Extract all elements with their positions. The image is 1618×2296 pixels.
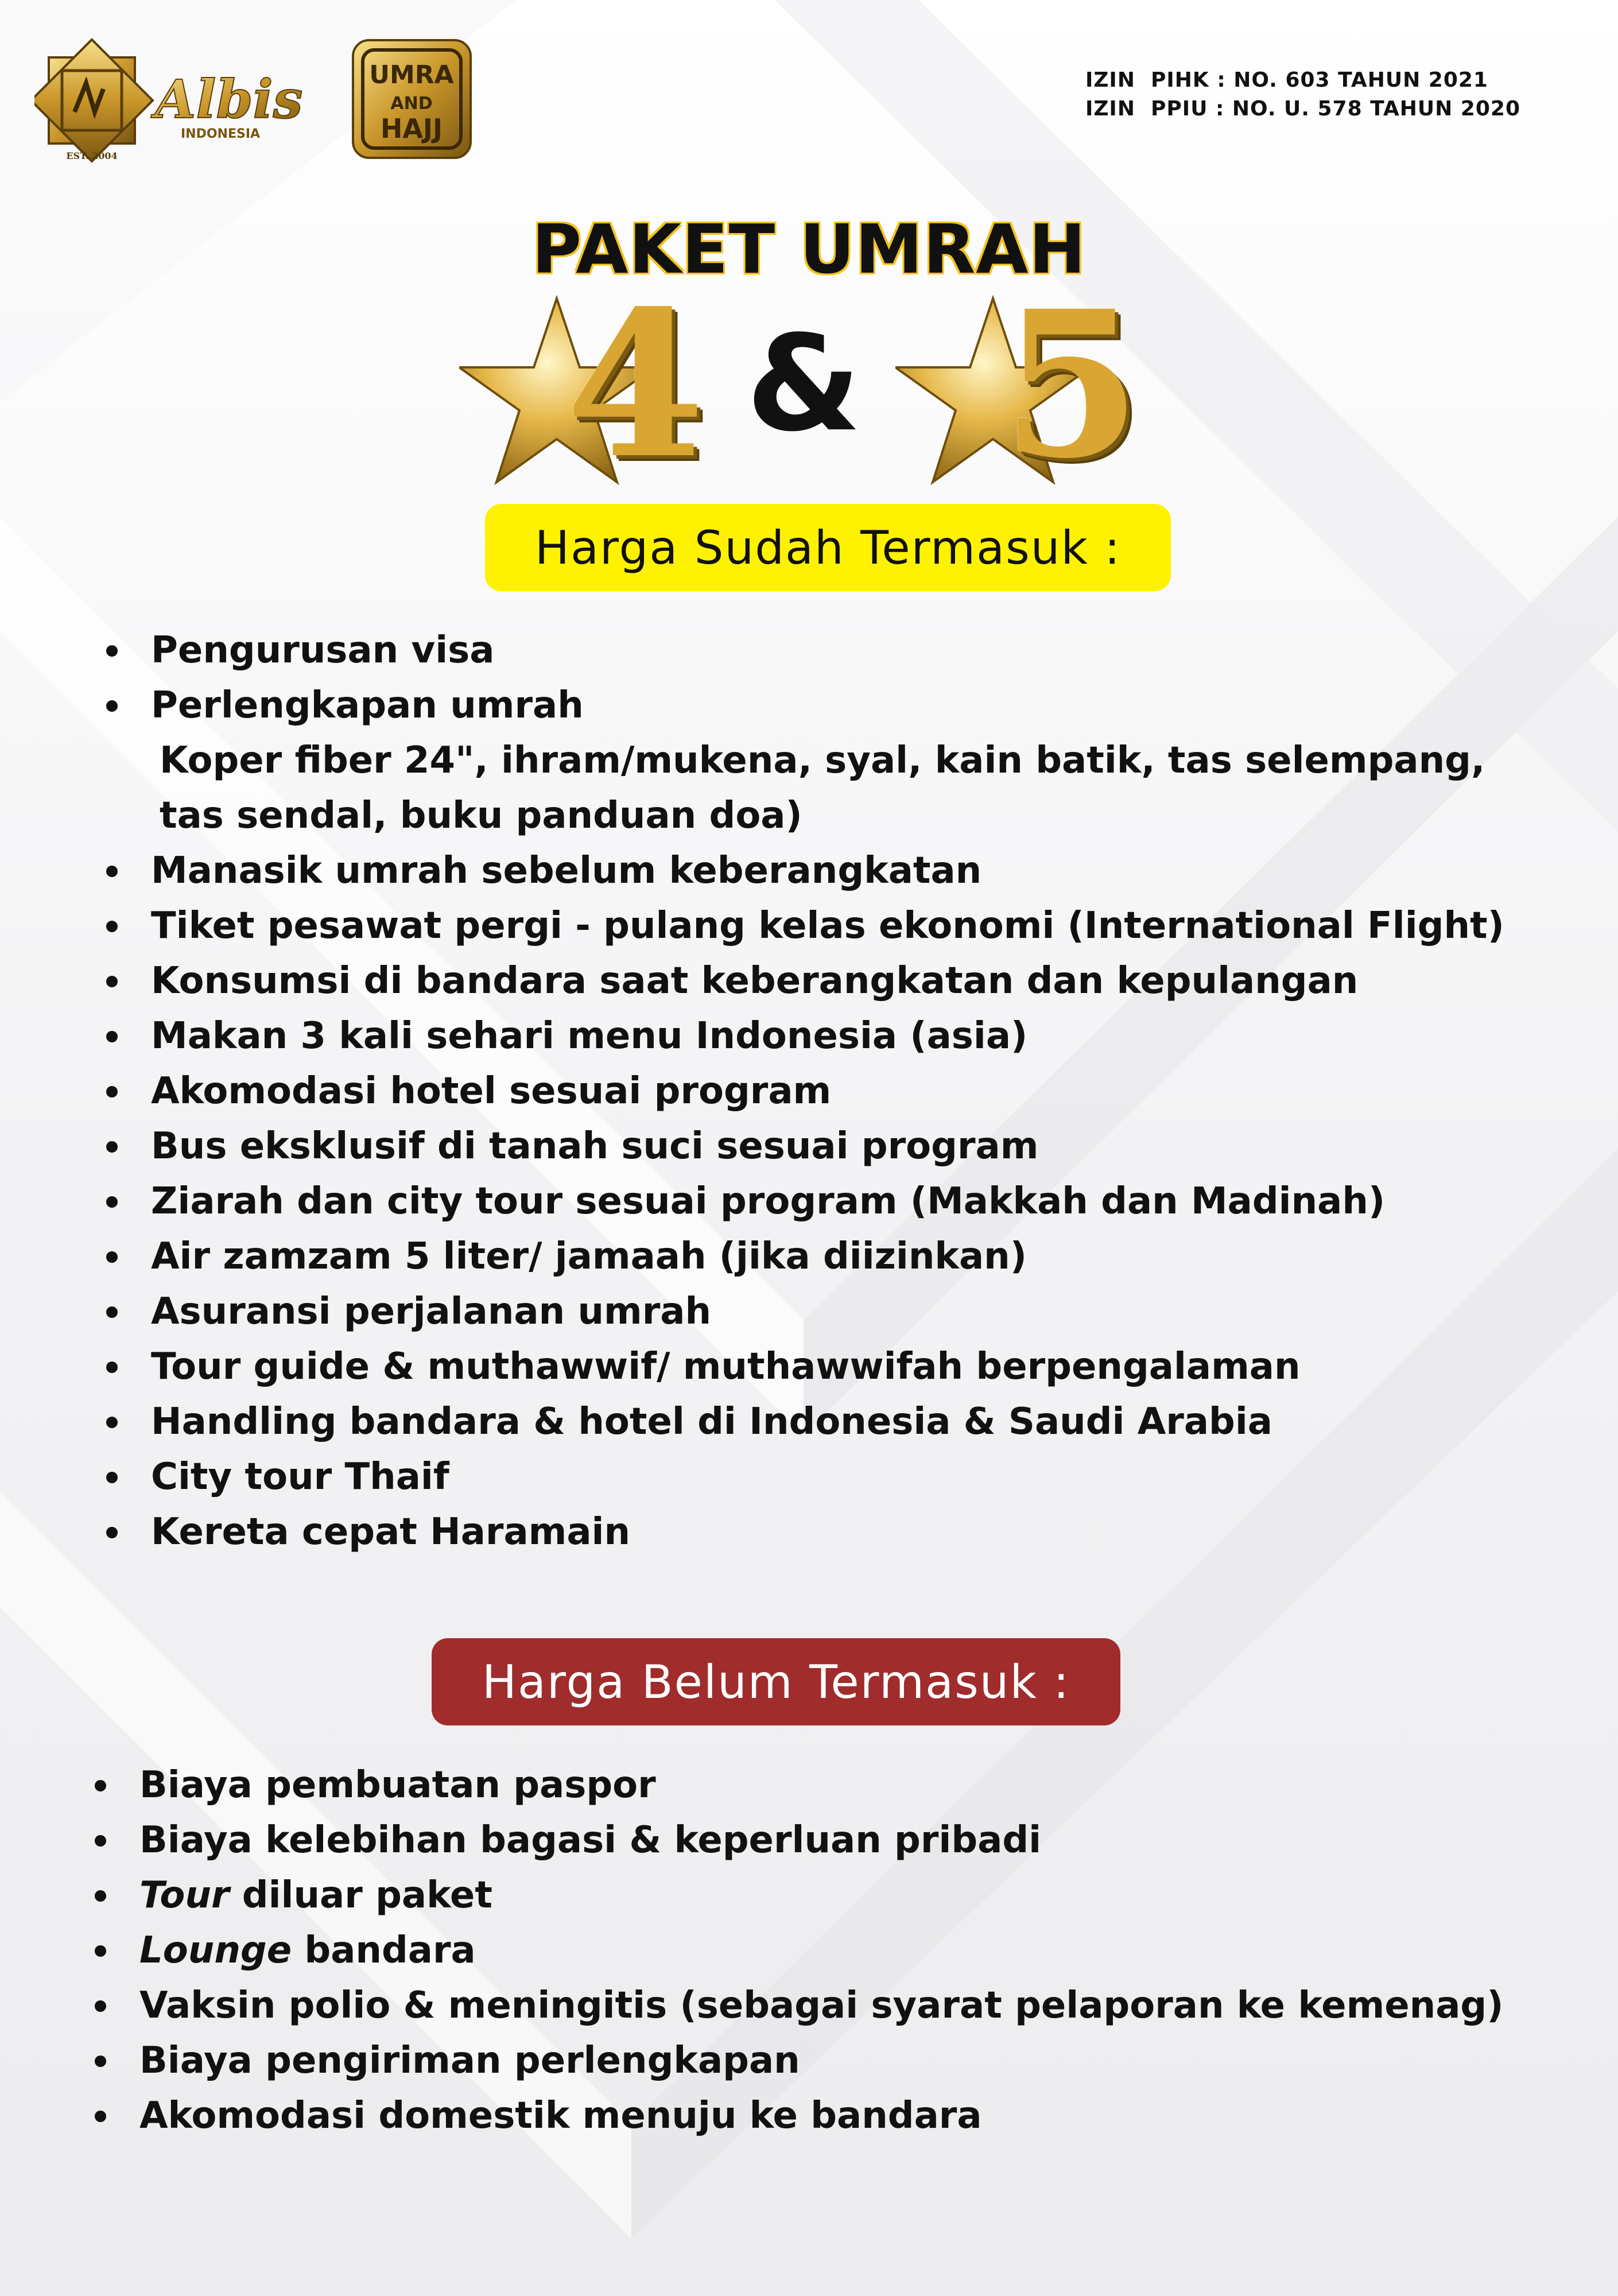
excluded-heading: Harga Belum Termasuk : [432,1638,1120,1725]
item-text: Ziarah dan city tour sesuai program (Makkah dan Madinah) [151,1180,1386,1223]
albis-emblem-icon [34,40,153,161]
item-text: Tour guide & muthawwif/ muthawwifah berpengalaman [151,1345,1301,1388]
excluded-item [139,1758,1503,1813]
svg-text:UMRA: UMRA [369,60,454,90]
albis-est-text: EST. 2004 [66,150,118,161]
item-text: Pengurusan visa [151,629,495,672]
included-item [151,953,1504,1009]
item-text: Makan 3 kali sehari menu Indonesia (asia) [151,1015,1028,1057]
item-text: City tour Thaif [151,1456,449,1498]
item-text: Bus eksklusif di tanah suci sesuai program [151,1125,1039,1168]
item-text: Perlengkapan umrah [151,684,584,727]
permit-pihk: IZIN PIHK : NO. 603 TAHUN 2021 [1085,68,1488,92]
item-text: Konsumsi di bandara saat keberangkatan dan kepulangan [151,960,1359,1002]
bullet-icon [106,1527,118,1538]
item-text: Biaya pembuatan paspor [139,1764,656,1806]
included-item [151,1229,1504,1284]
bullet-icon [106,1417,118,1428]
included-item [151,1504,1504,1560]
included-item [151,678,1504,733]
bullet-icon [106,1362,118,1373]
included-item-detail [151,733,1504,788]
bullet-icon [106,1472,118,1483]
bullet-icon [95,1780,106,1791]
excluded-item [139,1978,1503,2033]
excluded-item [139,1923,1503,1978]
bullet-icon [95,1835,106,1847]
item-text: Biaya pengiriman perlengkapan [139,2039,800,2082]
bullet-icon [106,1031,118,1042]
bullet-icon [106,1251,118,1263]
item-text: Tiket pesawat pergi - pulang kelas ekonomi (International Flight) [151,905,1504,947]
bullet-icon [106,700,118,712]
item-text: Manasik umrah sebelum keberangkatan [151,850,982,892]
albis-wordmark: Albis [155,68,303,130]
albis-sub: INDONESIA [181,127,261,141]
included-item [151,1394,1504,1449]
star-number-5: 5 [1002,266,1142,503]
item-text: Air zamzam 5 liter/ jamaah (jika diizinkan) [151,1235,1027,1278]
star-number-4: 4 [565,266,705,503]
permit-ppiu: IZIN PPIU : NO. U. 578 TAHUN 2020 [1085,97,1520,121]
included-heading: Harga Sudah Termasuk : [485,504,1171,591]
bullet-icon [95,2000,106,2012]
item-text: Vaksin polio & meningitis (sebagai syarat pelaporan ke kemenag) [139,1984,1504,2027]
excluded-item [139,2088,1503,2143]
item-text-italic: Lounge [139,1929,292,1972]
item-text: Akomodasi domestik menuju ke bandara [139,2095,982,2137]
bullet-icon [95,2055,106,2067]
included-item [151,1119,1504,1174]
bullet-icon [95,1890,106,1902]
bullet-icon [106,1306,118,1318]
bullet-icon [95,1945,106,1957]
included-item [151,1339,1504,1394]
svg-text:HAJJ: HAJJ [380,113,443,144]
included-item [151,623,1504,678]
included-item [151,1064,1504,1119]
item-text: Koper fiber 24", ihram/mukena, syal, kain batik, tas selempang, [160,739,1485,782]
brand-logos [34,32,482,169]
included-item [151,1009,1504,1064]
item-text: bandara [292,1929,476,1972]
ampersand: & [746,308,862,461]
item-text: Handling bandara & hotel di Indonesia & Saudi Arabia [151,1401,1272,1443]
bullet-icon [95,2111,106,2122]
svg-text:AND: AND [390,94,433,114]
bullet-icon [106,921,118,932]
item-text: Kereta cepat Haramain [151,1511,630,1553]
excluded-item [139,1813,1503,1868]
bullet-icon [106,645,118,657]
item-text: tas sendal, buku panduan doa) [160,794,802,837]
umrah-haji-badge-icon [353,40,471,158]
permit-info [1085,66,1520,123]
included-item [151,1284,1504,1339]
excluded-list [139,1758,1503,2143]
included-item [151,1174,1504,1229]
item-text: Biaya kelebihan bagasi & keperluan pribadi [139,1819,1042,1861]
item-text-italic: Tour [139,1874,230,1917]
bullet-icon [106,866,118,877]
excluded-item [139,1868,1503,1923]
item-text: diluar paket [229,1874,492,1917]
page-title: PAKET UMRAH [531,210,1087,289]
item-text: Asuransi perjalanan umrah [151,1290,711,1333]
bullet-icon [106,1086,118,1097]
included-list [151,623,1504,1560]
included-item [151,1449,1504,1504]
bullet-icon [106,1196,118,1208]
included-item [151,843,1504,898]
bullet-icon [106,976,118,987]
included-item-detail [151,788,1504,843]
excluded-item [139,2033,1503,2088]
included-item [151,898,1504,953]
bullet-icon [106,1141,118,1153]
item-text: Akomodasi hotel sesuai program [151,1070,832,1112]
